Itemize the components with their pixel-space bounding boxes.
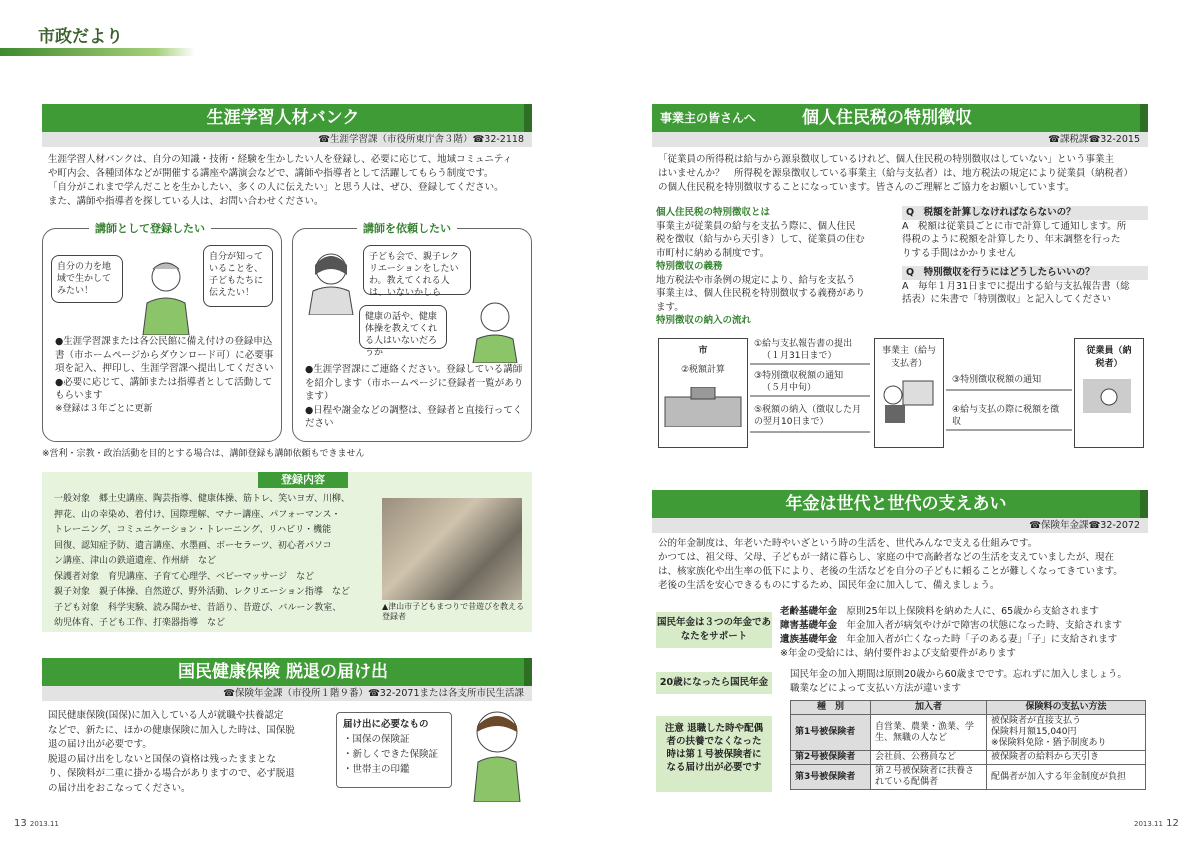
man-illustration: [133, 255, 199, 335]
flow-step1-label: ①給与支払報告書の提出: [754, 339, 853, 349]
register-box: [42, 222, 282, 442]
register-item: ●必要に応じて、講師または指導者として活動してもらいます: [55, 376, 273, 401]
pension-table: [790, 700, 1146, 790]
pension-join: [790, 668, 1150, 696]
insurance-line: 国民健康保険(国保)に加入している人が就職や扶養認定: [48, 710, 284, 721]
table-header: 加入者: [871, 701, 987, 715]
pension-title: 年金は世代と世代の支えあい: [652, 490, 1148, 518]
page-number: 13: [14, 818, 27, 829]
learning-title: 生涯学習人材バンク: [42, 104, 532, 132]
footer-left: [14, 818, 59, 829]
page-number: 12: [1166, 818, 1179, 829]
table-header-row: [791, 701, 1146, 715]
tax-left-col: [656, 206, 896, 328]
request-steps: [305, 363, 525, 431]
request-item: ●日程や謝金などの調整は、登録者と直接行ってください: [305, 404, 523, 429]
pension-join-line: 職業などによって支払い方法が違います: [790, 683, 962, 694]
content-line: トレーニング、コミュニケーション・トレーニング、リハビリ・機能: [54, 525, 332, 535]
table-cell: 被保険者が直接支払う 保険料月額15,040円 ※保険料免除・猶予制度あり: [987, 715, 1146, 751]
pension-intro: [652, 537, 1148, 593]
needs-item: ・国保の保険証: [343, 734, 410, 745]
register-note: ※登録は３年ごとに更新: [55, 403, 153, 414]
flow-step5: ⑤税額の納入（徴収した月の翌月10日まで）: [754, 405, 862, 427]
content-line: 一般対象 郷土史講座、陶芸指導、健康体操、筋トレ、笑いヨガ、川柳、: [54, 494, 350, 504]
insurance-line: 退の届け出が必要です。: [48, 739, 152, 750]
issue-date: 2013.11: [1134, 820, 1163, 828]
header-title: 市政だより: [38, 27, 123, 47]
bubble: 自分の力を地域で生かしてみたい！: [51, 255, 123, 303]
table-cell: 被保険者の給料から天引き: [987, 751, 1146, 765]
tax-dept: ☎課税課☎32-2015: [652, 132, 1148, 147]
pension-note: ※年金の受給には、納付要件および支給要件があります: [780, 648, 1016, 659]
tax-answer: りする手間はかかりません: [902, 247, 1017, 259]
flow-employee-label: 従業員（納税者）: [1086, 346, 1132, 369]
request-label: 講師を依頼したい: [357, 220, 457, 236]
table-cell: 第2号被保険者: [791, 751, 871, 765]
child-illustration: [462, 702, 532, 802]
tax-heading: 個人住民税の特別徴収とは: [656, 207, 771, 218]
insurance-line: り、保険料が二重に掛かる場合がありますので、必ず脱退: [48, 768, 295, 779]
flow-step4: ④給与支払の際に税額を徴収: [952, 405, 1060, 427]
register-label: 講師として登録したい: [89, 220, 211, 236]
pension-section: [652, 490, 1148, 593]
table-cell: 第3号被保険者: [791, 765, 871, 790]
content-line: 回復、認知症予防、遺言講座、水墨画、ボーセラーツ、初心者パソコ: [54, 540, 332, 551]
issue-date: 2013.11: [29, 820, 59, 828]
tax-intro-line: はいませんか？ 所得税を源泉徴収している事業主（給与支払者）は、地方税法の規定により従業員（納税者）: [658, 168, 1134, 179]
insurance-line: の届け出をおこなってください。: [48, 782, 191, 794]
tax-pre: 事業主の皆さんへ: [660, 111, 756, 125]
tax-answer: 得税のように税額を計算したり、年末調整を行った: [902, 234, 1121, 245]
tax-answer: A 税額は従業員ごとに市で計算して通知します。所: [902, 220, 1127, 232]
content-line: ン講座、津山の鉄道遺産、作州絣 など: [54, 556, 217, 566]
table-cell: 第２号被保険者に扶養されている配偶者: [871, 765, 987, 790]
flow-arrows: [654, 334, 1148, 452]
content-title: 登録内容: [258, 472, 348, 488]
tax-line: 事業主が従業員の給与を支払う際に、個人住民: [656, 220, 856, 232]
flow-step3-label: ③特別徴収税額の通知: [754, 371, 844, 381]
pension-type-name: 遺族基礎年金: [780, 634, 838, 645]
bubble: 子ども会で、親子レクリエーションをしたいわ。教えてくれる人は、いないかしら: [363, 245, 471, 295]
tax-answer: 括表）に朱書で「特別徴収」と記入してください: [902, 294, 1112, 305]
flow-employer-label: 事業主（給与支払者）: [881, 346, 936, 369]
content-box: [42, 472, 532, 632]
needs-item: ・世帯主の印鑑: [343, 764, 410, 775]
register-item: ●生涯学習課または各公民館に備え付けの登録申込書（市ホームページからダウンロード可）に必要事項を記入、押印し、生涯学習課へ提出してください: [55, 336, 274, 374]
intro-line: 生涯学習人材バンクは、自分の知識・技術・経験を生かしたい人を登録し、必要に応じて、地域コミュニティ: [48, 154, 513, 165]
content-line: 保護者対象 育児講座、子育て心理学、ベビーマッサージ など: [54, 571, 315, 582]
pension-type-desc: 原則25年以上保険料を納めた人に、65歳から支給されます: [846, 606, 1099, 617]
elder-man-illustration: [465, 295, 525, 363]
flow-calc: ②税額計算: [680, 365, 726, 375]
tax-line: 地方税法や市条例の規定により、給与を支払う: [656, 274, 856, 286]
insurance-section: [42, 658, 532, 796]
content-line: 幼児体育、子ども工作、打楽器指導 など: [54, 618, 226, 628]
bubble: 自分が知っていることを、子どもたちに伝えたい！: [203, 245, 273, 307]
pension-tag2: 20歳になったら国民年金: [656, 672, 772, 694]
tax-question: Q 税額を計算しなければならないの？: [902, 206, 1148, 220]
pension-tag3: 注意 退職した時や配偶者の扶養でなくなった時は第１号被保険者になる届け出が必要です: [656, 716, 772, 792]
footer-right: [1134, 818, 1179, 829]
header-bar: [0, 48, 195, 56]
flow-diagram: [654, 334, 1148, 452]
pension-types: [780, 605, 1150, 661]
flow-step3c: ③特別徴収税額の通知: [952, 375, 1042, 385]
table-cell: 自営業、農業・漁業、学生、無職の人など: [871, 715, 987, 751]
tax-qa: [902, 206, 1148, 307]
insurance-dept: ☎保険年金課（市役所１階９番）☎32-2071または各支所市民生活課: [42, 686, 532, 701]
tax-intro-line: 「従業員の所得税は給与から源泉徴収しているけれど、個人住民税の特別徴収はしていない」という事業主: [658, 154, 1115, 165]
intro-line: また、講師や指導者を探している人は、お問い合わせください。: [48, 196, 324, 207]
learning-section: [42, 104, 532, 209]
tax-title-bar: [652, 104, 1148, 132]
content-line: 子ども対象 科学実験、読み聞かせ、昔語り、昔遊び、バルーン教室、: [54, 602, 342, 613]
table-header: 種 別: [791, 701, 871, 715]
tax-answer: A 毎年１月31日までに提出する給与支払報告書（総: [902, 280, 1130, 292]
tax-question: Q 特別徴収を行うにはどうしたらいいの？: [902, 266, 1148, 280]
pension-type-desc: 年金加入者が亡くなった時「子のある妻」「子」に支給されます: [846, 634, 1118, 645]
photo-caption: ▲津山市子どもまつりで昔遊びを教える登録者: [382, 602, 525, 621]
tax-title: 個人住民税の特別徴収: [802, 108, 972, 128]
bubble: 健康の話や、健康体操を教えてくれる人はいないだろうか: [359, 305, 447, 349]
tax-intro: [652, 153, 1148, 195]
intro-line: や町内会、各種団体などが開催する講座や講演会などで、講師や指導者として活躍してもらう制度です。: [48, 168, 494, 179]
tax-line: 税を徴収（給与から天引き）して、従業員の住む: [656, 234, 865, 245]
request-box: [292, 222, 532, 442]
pension-dept: ☎保険年金課☎32-2072: [652, 518, 1148, 533]
tax-line: 市町村に納める制度です。: [656, 247, 770, 259]
content-line: 親子対象 親子体操、自然遊び、野外活動、レクリエーション指導 など: [54, 587, 350, 597]
flow-step1-date: （１月31日まで）: [762, 351, 837, 361]
event-photo: [382, 498, 522, 600]
insurance-line: 脱退の届け出をしないと国保の資格は残ったままとな: [48, 753, 277, 765]
table-row: [791, 715, 1146, 751]
tax-heading: 特別徴収の義務: [656, 261, 723, 272]
request-item: ●生涯学習課にご連絡ください。登録している講師を紹介します（市ホームページに登録者一覧があります）: [305, 364, 524, 402]
pension-tag1: 国民年金は３つの年金であなたをサポート: [656, 612, 772, 648]
learning-dept: ☎生涯学習課（市役所東庁舎３階）☎32-2118: [42, 132, 532, 147]
tax-section: [652, 104, 1148, 195]
tax-line: 事業主は、個人住民税を特別徴収する義務があり: [656, 288, 866, 299]
insurance-title: 国民健康保険 脱退の届け出: [42, 658, 532, 686]
woman-illustration: [303, 245, 363, 315]
pension-type-name: 障害基礎年金: [780, 620, 838, 631]
learning-footnote: ※営利・宗教・政治活動を目的とする場合は、講師登録も講師依頼もできません: [42, 449, 365, 459]
tax-intro-line: の個人住民税を特別徴収することになっています。皆さんのご理解とご協力をお願いしています。: [658, 182, 1075, 193]
table-row: [791, 765, 1146, 790]
pension-line: 公的年金制度は、年老いた時やいざという時の生活を、世代みんなで支える仕組みです。: [658, 538, 1038, 549]
flow-step3-date: （５月中旬）: [762, 383, 817, 393]
pension-line: 老後の生活を安心できるものにするため、国民年金に加入して、備えましょう。: [658, 580, 1000, 591]
needs-box: [336, 712, 452, 788]
pension-join-line: 国民年金の加入期間は原則20歳から60歳までです。忘れずに加入しましょう。: [790, 669, 1127, 680]
table-row: [791, 751, 1146, 765]
pension-type-desc: 年金加入者が病気やけがで障害の状態になった時、支給されます: [846, 620, 1123, 631]
pension-line: かつては、祖父母、父母、子どもが一緒に暮らし、家庭の中で高齢者などの生活を支えていましたが、現在: [658, 552, 1115, 563]
learning-intro: [42, 153, 532, 209]
pension-type-name: 老齢基礎年金: [780, 606, 838, 617]
content-list: [54, 492, 384, 632]
content-line: 押花、山の幸染め、着付け、国際理解、マナー講座、パフォーマンス・: [54, 509, 341, 520]
page-header: [0, 0, 1190, 60]
needs-title: 届け出に必要なもの: [343, 719, 429, 730]
flow-city-label: 市: [698, 346, 708, 356]
intro-line: 「自分がこれまで学んだことを生かしたい、多くの人に伝えたい」と思う人は、ぜひ、登録してください。: [48, 182, 504, 193]
insurance-text: [42, 709, 312, 796]
table-cell: 第1号被保険者: [791, 715, 871, 751]
table-header: 保険料の支払い方法: [987, 701, 1146, 715]
tax-line: ます。: [656, 301, 684, 313]
table-cell: 配偶者が加入する年金制度が負担: [987, 765, 1146, 790]
pension-line: は、核家族化や出生率の低下により、老後の生活などを自分の子どもに頼ることが難しくなってきています。: [658, 566, 1123, 577]
register-steps: [55, 335, 275, 416]
insurance-line: などで、新たに、ほかの健康保険に加入した時は、国保脱: [48, 724, 295, 736]
needs-item: ・新しくできた保険証: [343, 749, 439, 760]
tax-heading: 特別徴収の納入の流れ: [656, 315, 752, 326]
table-cell: 会社員、公務員など: [871, 751, 987, 765]
